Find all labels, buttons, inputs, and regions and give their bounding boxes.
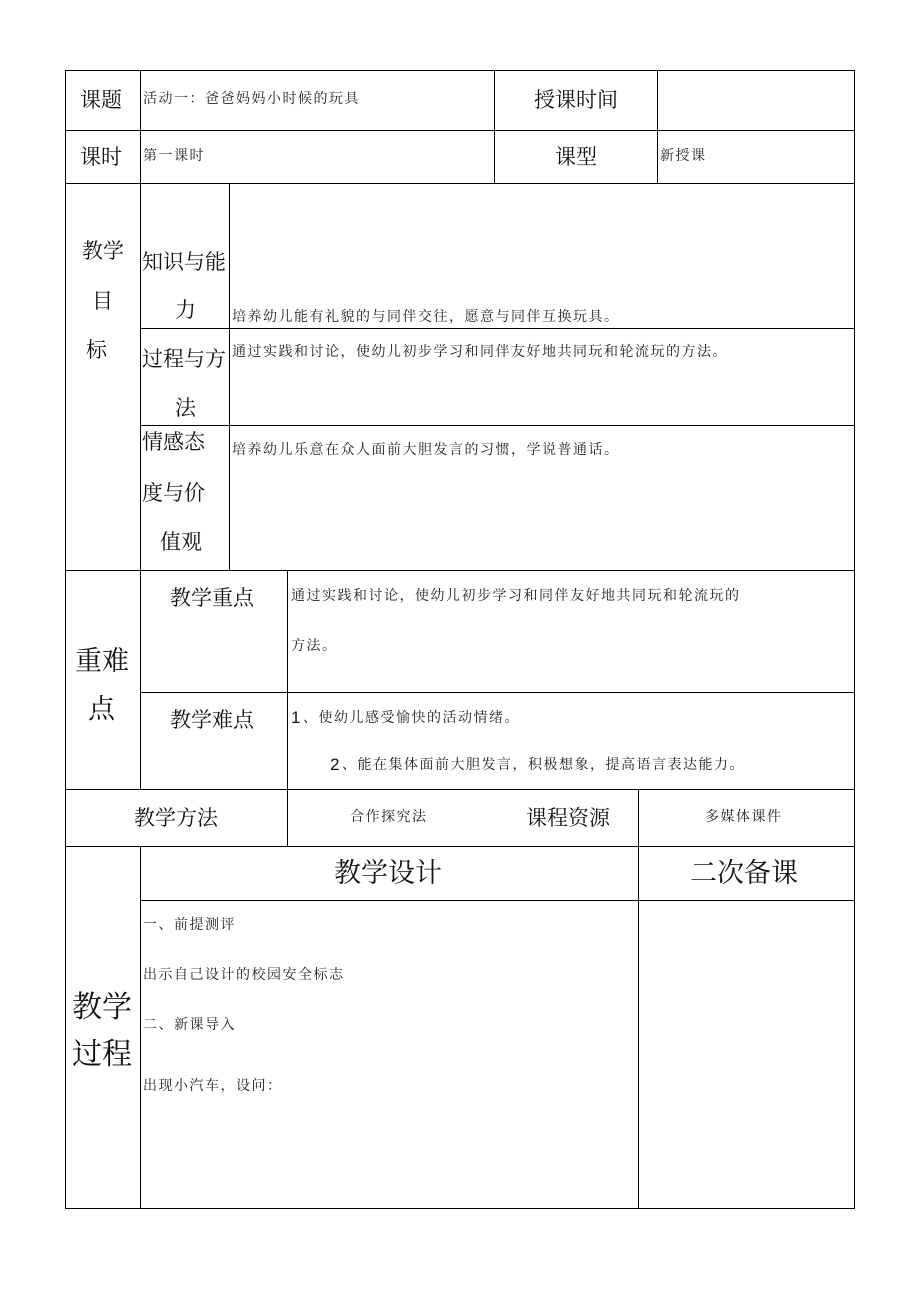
backup-header: 二次备课 [690, 858, 798, 889]
process-line: 二、新课导入 [143, 1017, 236, 1033]
row-divider [65, 183, 855, 184]
focus-label: 教学重点 [170, 586, 254, 610]
process-line: 出现小汽车，设问： [143, 1078, 283, 1094]
table-border-left [65, 70, 66, 1209]
emotion-label: 情感态 [142, 430, 205, 454]
goals-label: 目 [92, 289, 113, 313]
keypoints-label: 重难 [75, 646, 129, 677]
design-header: 教学设计 [334, 858, 442, 889]
difficulty-item-text: 、能在集体面前大胆发言，积极想象，提高语言表达能力。 [342, 757, 745, 773]
table-border-bottom [65, 1208, 855, 1209]
process-label: 过程 [72, 1037, 132, 1072]
column-divider [140, 70, 141, 571]
process-label: 教学 [72, 990, 132, 1025]
row-divider [140, 900, 855, 901]
resource-value: 多媒体课件 [705, 809, 783, 825]
table-border-right [854, 70, 855, 1209]
difficulty-item-text: 、使幼儿感受愉快的活动情绪。 [303, 710, 520, 726]
knowledge-text: 培养幼儿能有礼貌的与同伴交往，愿意与同伴互换玩具。 [232, 309, 620, 325]
difficulty-item-number: 2 [330, 755, 340, 774]
row-divider [65, 789, 855, 790]
difficulty-item-number: 1 [291, 708, 301, 727]
process-method-text: 通过实践和讨论，使幼儿初步学习和同伴友好地共同玩和轮流玩的方法。 [232, 344, 728, 360]
row-divider [140, 328, 855, 329]
knowledge-label: 知识与能 [142, 250, 226, 274]
process-line: 一、前提测评 [143, 917, 236, 933]
class-time-label: 授课时间 [534, 88, 618, 112]
row-divider [65, 130, 855, 131]
knowledge-label: 力 [175, 298, 196, 322]
focus-text: 方法。 [291, 638, 338, 654]
column-divider [140, 570, 141, 790]
resource-label: 课程资源 [526, 806, 610, 830]
row-divider [65, 570, 855, 571]
lesson-type-label: 课型 [555, 145, 597, 169]
column-divider [229, 183, 230, 571]
goals-label: 标 [86, 338, 107, 362]
process-line: 出示自己设计的校园安全标志 [143, 967, 345, 983]
lesson-type-value: 新授课 [660, 148, 707, 164]
method-value: 合作探究法 [350, 809, 428, 825]
emotion-text: 培养幼儿乐意在众人面前大胆发言的习惯，学说普通话。 [232, 442, 620, 458]
topic-value: 活动一：爸爸妈妈小时候的玩具 [143, 91, 360, 107]
process-method-label: 过程与方 [142, 347, 226, 371]
emotion-label: 值观 [160, 530, 202, 554]
focus-text: 通过实践和讨论，使幼儿初步学习和同伴友好地共同玩和轮流玩的 [291, 588, 741, 604]
table-border-top [65, 70, 855, 71]
row-divider [140, 692, 855, 693]
process-method-label: 法 [175, 396, 196, 420]
topic-label: 课题 [80, 88, 122, 112]
method-label: 教学方法 [134, 806, 218, 830]
column-divider [287, 570, 288, 847]
column-divider [494, 70, 495, 184]
column-divider [657, 70, 658, 184]
column-divider [638, 789, 639, 847]
row-divider [65, 846, 855, 847]
row-divider [140, 425, 855, 426]
difficulty-label: 教学难点 [170, 708, 254, 732]
period-label: 课时 [80, 145, 122, 169]
period-value: 第一课时 [143, 148, 205, 164]
keypoints-label: 点 [88, 694, 115, 725]
column-divider [140, 846, 141, 1209]
emotion-label: 度与价 [142, 481, 205, 505]
column-divider [638, 846, 639, 1209]
goals-label: 教学 [82, 239, 124, 263]
